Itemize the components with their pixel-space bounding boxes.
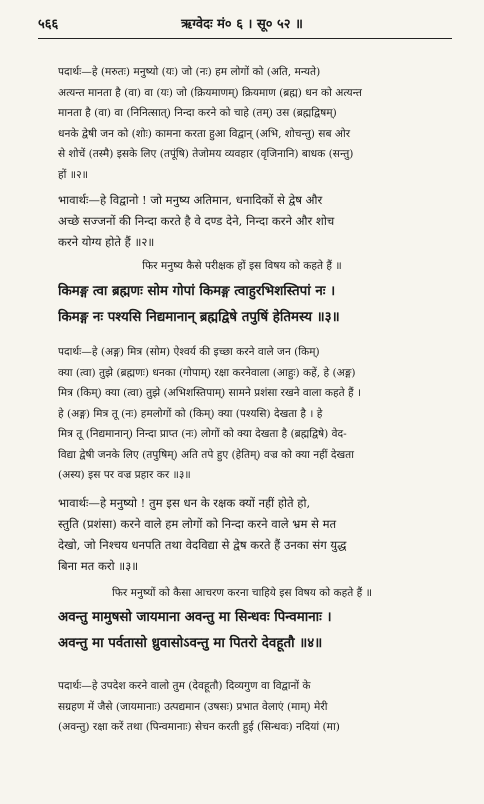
running-title: ऋग्वेदः मं० ६ । सू० ५२ ॥ <box>181 17 303 32</box>
text-line: हों ॥२॥ <box>58 168 88 181</box>
intro-line <box>0 584 484 602</box>
text-line: पदार्थः—हे उपदेश करने वालो तुम (देवहूतौ) दिव्यगुण वा विद्वानों के <box>58 680 311 692</box>
text-line: (अस्य) इस पर वज्र प्रहार कर ॥३॥ <box>58 469 191 481</box>
bhavartha-paragraph <box>58 190 463 253</box>
bhavartha-paragraph <box>58 493 463 577</box>
page-header <box>0 14 484 36</box>
text-line: क्या (त्वा) तुझे (ब्रह्मणः) धनका (गोपाम्) रक्षा करनेवाला (आहुः) कहें, हे (अङ्ग) <box>58 366 356 379</box>
text-line: हे (अङ्ग) मित्र तू (नः) हमलोगों को (किम्) क्या (पश्यसि) देखता है । हे <box>58 407 323 420</box>
text-line: करने योग्य होते हैं ॥२॥ <box>58 235 155 249</box>
verse-line: अवन्तु मा पर्वतासो ध्रुवासोऽवन्तु मा पितरो देवहूतौ ॥४॥ <box>58 635 323 651</box>
text-line: फिर मनुष्य कैसे परीक्षक हों इस विषय को कहते हैं ॥ <box>142 260 342 272</box>
text-line: मित्र तू (निद्यमानान्) निन्दा प्राप्त (नः) लोगों को क्या देखता है (ब्रह्मद्विषे) वेद- <box>58 428 347 440</box>
verse-line: अवन्तु मामुषसो जायमाना अवन्तु मा सिन्धवः पिन्वमानाः । <box>58 609 332 625</box>
text-line: विद्या द्वेषी जनके लिए (तपुषिम्) अति तपे हुए (हेतिम्) वज्र को क्या नहीं देखता <box>58 448 354 461</box>
text-line: स्तुति (प्रशंसा) करने वाले हम लोगों को निन्दा करने वाले भ्रम से मत <box>58 517 337 531</box>
padartha-paragraph <box>58 676 463 738</box>
header-rule <box>38 38 452 39</box>
verse-line: किमङ्ग नः पश्यसि निद्यमानान् ब्रह्मद्विषे तपुषिं हेतिमस्य ॥३॥ <box>58 309 340 325</box>
page-number: ५६६ <box>38 17 59 32</box>
text-line: सग्रहण में जैसे (जायमानाः) उत्पद्यमान (उषसः) प्रभात वेलाएं (माम्) मेरी <box>58 700 328 713</box>
intro-line <box>0 257 484 275</box>
text-line: से शोचें (तस्मै) इसके लिए (तपूंषि) तेजोमय व्यवहार (वृजिनानि) बाधक (सन्तु) <box>58 148 354 160</box>
mantra-verse <box>58 604 478 656</box>
text-line: धनके द्वेषी जन को (शोः) कामना करता हुआ विद्वान् (अभि, शोचन्तु) सब ओर <box>58 127 351 140</box>
text-line: बिना मत करो ॥३॥ <box>58 559 139 573</box>
text-line: मित्र (किम्) क्या (त्वा) तुझे (अभिशस्तिपाम्) सामने प्रशंसा रखने वाला कहते हैं । <box>58 387 362 399</box>
text-line: अच्छे सज्जनों की निन्दा करते है वे दण्ड देने, निन्दा करने और शोच <box>58 214 335 228</box>
text-line: पदार्थः—हे (मरुतः) मनुष्यो (यः) जो (नः) हम लोगों को (अति, मन्यते) <box>58 66 321 78</box>
text-line: अत्यन्त मानता है (वा) वा (यः) जो (क्रियमाणम्) क्रियमाण (ब्रह्म) धन को अत्यन्त <box>58 86 362 99</box>
mantra-verse <box>58 278 478 330</box>
padartha-paragraph <box>58 342 463 486</box>
text-line: भावार्थः—हे विद्वानो ! जो मनुष्य अतिमान, धनादिकों से द्वेष और <box>58 193 323 207</box>
text-line: देखो, जो निश्चय धनपति तथा वेदविद्या से द्वेष करते हैं उनका संग युद्ध <box>58 538 347 552</box>
text-line: (अवन्तु) रक्षा करें तथा (पिन्वमानाः) सेचन करती हुई (सिन्धवः) नदियां (मा) <box>58 721 340 733</box>
text-line: मानता है (वा) वा (निनित्सात्) निन्दा करने को चाहे (तम्) उस (ब्रह्मद्विषम्) <box>58 107 337 119</box>
text-line: भावार्थः—हे मनुष्यो ! तुम इस धन के रक्षक क्यों नहीं होते हो, <box>58 496 311 510</box>
verse-line: किमङ्ग त्वा ब्रह्मणः सोम गोपां किमङ्ग त्वाहुरभिशस्तिपां नः । <box>58 283 336 299</box>
padartha-paragraph <box>58 62 463 185</box>
text-line: फिर मनुष्यों को कैसा आचरण करना चाहिये इस विषय को कहते हैं ॥ <box>112 587 372 599</box>
text-line: पदार्थः—हे (अङ्ग) मित्र (सोम) ऐश्वर्य की इच्छा करने वाले जन (किम्) <box>58 346 320 358</box>
